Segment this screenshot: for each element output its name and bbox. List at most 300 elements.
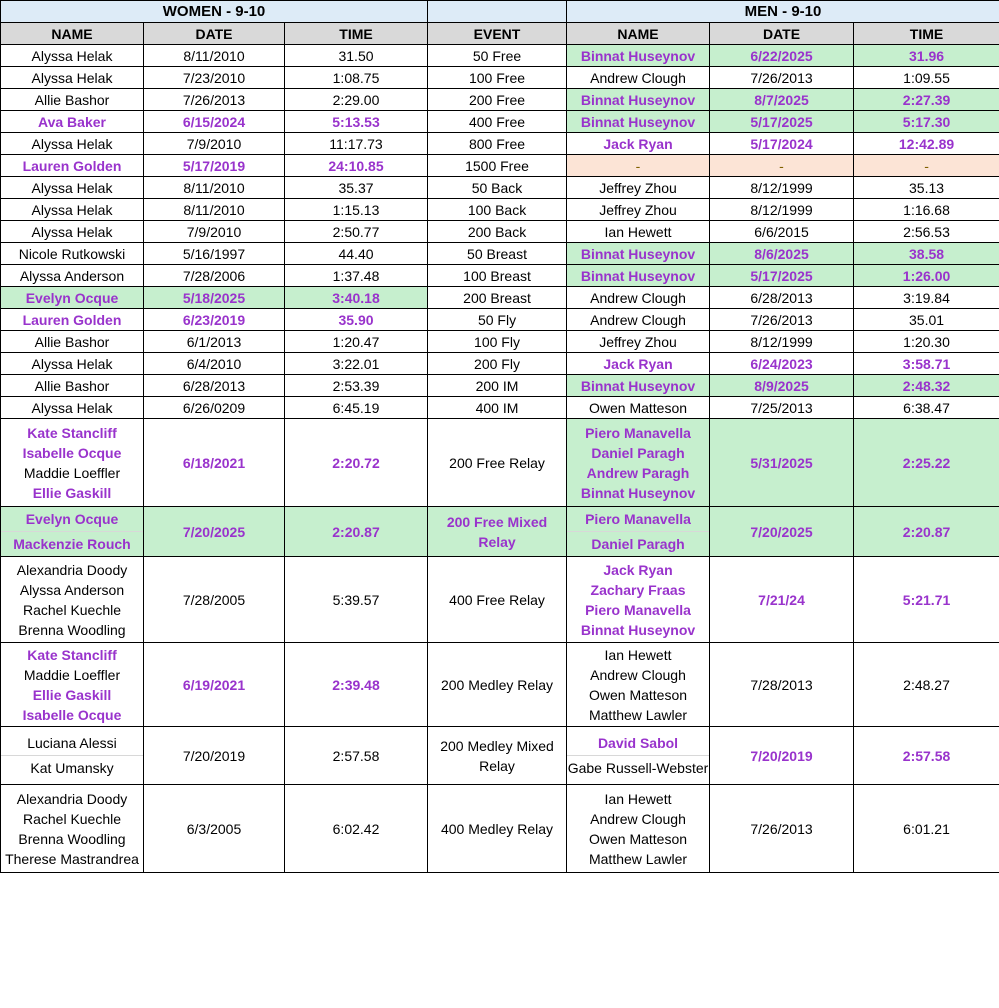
men-swimmer-name: Binnat Huseynov bbox=[580, 484, 696, 501]
men-time-text: 2:57.58 bbox=[902, 747, 951, 764]
men-swimmer-name: Andrew Clough bbox=[590, 810, 686, 827]
men-swimmer-name: Owen Matteson bbox=[588, 686, 688, 703]
event-name-text: 50 Fly bbox=[477, 311, 517, 328]
table-row bbox=[1, 45, 999, 67]
men-swimmer-name: Jack Ryan bbox=[603, 355, 673, 372]
women-swimmer-name: Alyssa Helak bbox=[31, 355, 113, 372]
women-time bbox=[285, 221, 428, 243]
men-time-text: 2:20.87 bbox=[902, 523, 951, 540]
men-date-text: 5/17/2025 bbox=[750, 267, 813, 284]
event-name-text: 100 Fly bbox=[474, 333, 520, 350]
women-date bbox=[144, 111, 285, 133]
women-date-text: 6/3/2005 bbox=[186, 820, 242, 837]
women-time-text: 1:37.48 bbox=[332, 267, 380, 284]
women-swimmer-name: Luciana Alessi bbox=[27, 735, 117, 751]
event-name-text: 400 Medley Relay bbox=[440, 820, 554, 837]
women-date bbox=[144, 785, 285, 873]
women-date-text: 6/18/2021 bbox=[182, 454, 246, 471]
table-row bbox=[1, 375, 999, 397]
women-time-text: 2:29.00 bbox=[332, 91, 380, 108]
women-swimmer-name: Alyssa Helak bbox=[31, 179, 113, 196]
men-time-text: 1:20.30 bbox=[903, 333, 950, 350]
women-date bbox=[144, 331, 285, 353]
men-date bbox=[710, 265, 854, 287]
men-date-text: 7/28/2013 bbox=[750, 676, 813, 693]
women-time bbox=[285, 177, 428, 199]
women-date-text: 6/1/2013 bbox=[186, 333, 242, 350]
women-date-text: 8/11/2010 bbox=[183, 201, 245, 218]
women-time bbox=[285, 45, 428, 67]
men-date-text: 7/25/2013 bbox=[750, 399, 813, 416]
event-name bbox=[428, 177, 567, 199]
men-swimmer-name: Ian Hewett bbox=[604, 646, 672, 663]
event-name-text: 200 Fly bbox=[474, 355, 520, 372]
men-date bbox=[710, 111, 854, 133]
women-time bbox=[285, 287, 428, 309]
men-name-cell bbox=[567, 199, 710, 221]
men-name-cell bbox=[567, 643, 710, 727]
men-time-text: 1:16.68 bbox=[903, 201, 950, 218]
women-swimmer-name: Brenna Woodling bbox=[18, 621, 126, 638]
men-time-text: 3:19.84 bbox=[903, 289, 950, 306]
women-name-cell bbox=[1, 221, 144, 243]
table-row bbox=[1, 309, 999, 331]
women-time-text: 1:08.75 bbox=[332, 69, 380, 86]
event-name-text: 200 Breast bbox=[463, 289, 531, 306]
event-name-text: 200 Back bbox=[467, 223, 527, 240]
men-time bbox=[854, 199, 999, 221]
women-date bbox=[144, 397, 285, 419]
women-name-cell bbox=[1, 265, 144, 287]
men-date bbox=[710, 221, 854, 243]
event-name bbox=[428, 155, 567, 177]
women-time bbox=[285, 331, 428, 353]
women-date bbox=[144, 507, 285, 557]
women-time-text: 2:57.58 bbox=[332, 747, 380, 764]
event-name-text: 50 Free bbox=[472, 47, 522, 64]
women-swimmer-name: Alyssa Anderson bbox=[19, 267, 125, 284]
women-swimmer-name: Alyssa Helak bbox=[31, 223, 113, 240]
event-name-text: 200 Medley Relay bbox=[440, 676, 554, 693]
event-name bbox=[428, 507, 567, 557]
men-date-text: 6/6/2015 bbox=[754, 223, 809, 240]
women-name-cell bbox=[1, 133, 144, 155]
women-date-text: 7/9/2010 bbox=[186, 135, 242, 152]
women-name-cell bbox=[1, 557, 144, 643]
women-date bbox=[144, 45, 285, 67]
men-name-cell bbox=[567, 265, 710, 287]
men-date-text: 7/20/2025 bbox=[750, 523, 813, 540]
men-swimmer-name: Piero Manavella bbox=[585, 511, 691, 527]
women-time bbox=[285, 353, 428, 375]
women-name-cell bbox=[1, 155, 144, 177]
men-swimmer-name: Binnat Huseynov bbox=[580, 621, 696, 638]
women-time bbox=[285, 155, 428, 177]
men-swimmer-name: Andrew Clough bbox=[590, 289, 686, 306]
event-name-text: 50 Breast bbox=[467, 245, 527, 262]
women-time-text: 5:13.53 bbox=[332, 113, 380, 130]
men-name-cell bbox=[567, 419, 710, 507]
women-date-text: 7/26/2013 bbox=[182, 91, 246, 108]
women-date-text: 8/11/2010 bbox=[183, 179, 245, 196]
men-swimmer-name: David Sabol bbox=[597, 735, 679, 751]
women-swimmer-name: Alyssa Anderson bbox=[19, 581, 125, 598]
table-row bbox=[1, 507, 999, 557]
men-date bbox=[710, 727, 854, 785]
women-date-text: 6/23/2019 bbox=[182, 311, 246, 328]
men-time bbox=[854, 397, 999, 419]
women-time-text: 2:53.39 bbox=[332, 377, 380, 394]
men-date-text: 5/17/2024 bbox=[750, 135, 813, 152]
women-time-text: 5:39.57 bbox=[332, 591, 380, 608]
women-name-cell bbox=[1, 287, 144, 309]
event-name-text: 200 Free bbox=[468, 91, 526, 108]
women-time-text: 1:20.47 bbox=[332, 333, 380, 350]
men-name-cell bbox=[567, 243, 710, 265]
men-date bbox=[710, 155, 854, 177]
men-name-cell bbox=[567, 507, 710, 557]
men-name-cell bbox=[567, 331, 710, 353]
header-spacer bbox=[428, 1, 567, 23]
women-swimmer-name: Alyssa Helak bbox=[31, 69, 113, 86]
table-row bbox=[1, 111, 999, 133]
women-date-text: 7/20/2025 bbox=[182, 523, 246, 540]
women-time bbox=[285, 111, 428, 133]
men-swimmer-name: Daniel Paragh bbox=[567, 531, 709, 556]
women-date bbox=[144, 557, 285, 643]
women-swimmer-name: Kate Stancliff bbox=[27, 424, 117, 441]
men-date-text: 8/12/1999 bbox=[750, 333, 813, 350]
event-name bbox=[428, 309, 567, 331]
women-date-text: 5/16/1997 bbox=[182, 245, 246, 262]
table-row bbox=[1, 557, 999, 643]
women-date-text: 7/20/2019 bbox=[182, 747, 246, 764]
women-date bbox=[144, 375, 285, 397]
men-swimmer-name: Daniel Paragh bbox=[591, 444, 685, 461]
men-name-cell bbox=[567, 89, 710, 111]
men-date-text: 8/12/1999 bbox=[750, 179, 813, 196]
men-swimmer-name: Binnat Huseynov bbox=[580, 91, 696, 108]
women-date bbox=[144, 419, 285, 507]
women-date-text: 6/4/2010 bbox=[186, 355, 242, 372]
women-swimmer-name: Rachel Kuechle bbox=[22, 810, 122, 827]
men-time-text: 2:56.53 bbox=[903, 223, 950, 240]
men-swimmer-name: Piero Manavella bbox=[585, 601, 691, 618]
col-men-time: TIME bbox=[854, 23, 999, 45]
event-name-text: 100 Back bbox=[467, 201, 527, 218]
table-row bbox=[1, 89, 999, 111]
women-time-text: 35.90 bbox=[338, 311, 374, 328]
women-time bbox=[285, 199, 428, 221]
men-time bbox=[854, 309, 999, 331]
men-time-text: 2:27.39 bbox=[902, 91, 951, 108]
women-date bbox=[144, 265, 285, 287]
women-swimmer-name: Therese Mastrandrea bbox=[5, 850, 139, 867]
men-date bbox=[710, 89, 854, 111]
men-name-cell bbox=[567, 397, 710, 419]
women-swimmer-name: Ellie Gaskill bbox=[32, 484, 112, 501]
men-time bbox=[854, 265, 999, 287]
women-time bbox=[285, 243, 428, 265]
men-time-text: 12:42.89 bbox=[898, 135, 955, 152]
women-swimmer-name: Maddie Loeffler bbox=[23, 464, 121, 481]
event-name bbox=[428, 243, 567, 265]
event-name bbox=[428, 331, 567, 353]
men-time bbox=[854, 419, 999, 507]
men-swimmer-name: Andrew Paragh bbox=[586, 464, 690, 481]
women-swimmer-name: Ava Baker bbox=[38, 113, 106, 130]
men-date bbox=[710, 287, 854, 309]
table-row bbox=[1, 727, 999, 785]
men-date-text: 6/28/2013 bbox=[750, 289, 813, 306]
women-time-text: 3:22.01 bbox=[332, 355, 380, 372]
men-name-cell bbox=[567, 727, 710, 785]
men-time-text: 5:17.30 bbox=[902, 113, 951, 130]
women-time-text: 6:02.42 bbox=[332, 820, 380, 837]
event-name-text: 800 Free bbox=[468, 135, 526, 152]
men-time-text: 5:21.71 bbox=[902, 591, 951, 608]
women-date-text: 8/11/2010 bbox=[183, 47, 245, 64]
event-name-text: 1500 Free bbox=[465, 157, 529, 174]
women-date-text: 6/26/0209 bbox=[182, 399, 246, 416]
men-time bbox=[854, 177, 999, 199]
men-time bbox=[854, 67, 999, 89]
women-time-text: 24:10.85 bbox=[328, 157, 384, 174]
women-name-cell bbox=[1, 785, 144, 873]
event-name bbox=[428, 397, 567, 419]
men-time bbox=[854, 331, 999, 353]
women-swimmer-name: Alyssa Helak bbox=[31, 201, 113, 218]
men-name-cell bbox=[567, 353, 710, 375]
men-time-text: 35.01 bbox=[909, 311, 945, 328]
men-date-text: 6/24/2023 bbox=[750, 355, 813, 372]
men-swimmer-name: Jeffrey Zhou bbox=[599, 179, 677, 196]
men-time bbox=[854, 727, 999, 785]
men-swimmer-name: Binnat Huseynov bbox=[580, 377, 696, 394]
women-date bbox=[144, 221, 285, 243]
women-name-cell bbox=[1, 353, 144, 375]
women-time-text: 2:20.87 bbox=[332, 523, 380, 540]
table-row bbox=[1, 265, 999, 287]
event-name bbox=[428, 419, 567, 507]
men-time bbox=[854, 287, 999, 309]
women-swimmer-name: Rachel Kuechle bbox=[22, 601, 122, 618]
men-time bbox=[854, 375, 999, 397]
men-date-text: 7/26/2013 bbox=[750, 820, 813, 837]
women-name-cell bbox=[1, 243, 144, 265]
men-name-cell bbox=[567, 309, 710, 331]
men-time bbox=[854, 221, 999, 243]
women-time bbox=[285, 643, 428, 727]
men-time-text: - bbox=[924, 157, 929, 174]
men-date bbox=[710, 643, 854, 727]
men-swimmer-name: Matthew Lawler bbox=[588, 706, 688, 723]
women-name-cell bbox=[1, 727, 144, 785]
event-name bbox=[428, 727, 567, 785]
men-date bbox=[710, 397, 854, 419]
event-name bbox=[428, 45, 567, 67]
men-date bbox=[710, 67, 854, 89]
men-swimmer-name: Zachary Fraas bbox=[590, 581, 686, 598]
event-name bbox=[428, 111, 567, 133]
table-row bbox=[1, 243, 999, 265]
women-time-text: 1:15.13 bbox=[332, 201, 380, 218]
men-name-cell bbox=[567, 67, 710, 89]
event-name bbox=[428, 643, 567, 727]
table-row bbox=[1, 199, 999, 221]
women-swimmer-name: Lauren Golden bbox=[22, 157, 122, 174]
women-time bbox=[285, 89, 428, 111]
women-swimmer-name: Maddie Loeffler bbox=[23, 666, 121, 683]
women-swimmer-name: Lauren Golden bbox=[22, 311, 122, 328]
women-time-text: 35.37 bbox=[338, 179, 374, 196]
event-name bbox=[428, 287, 567, 309]
women-name-cell bbox=[1, 177, 144, 199]
table-row bbox=[1, 643, 999, 727]
event-name-text: 100 Breast bbox=[463, 267, 531, 284]
col-event: EVENT bbox=[428, 23, 567, 45]
men-name-cell bbox=[567, 177, 710, 199]
men-name-cell bbox=[567, 287, 710, 309]
men-date bbox=[710, 199, 854, 221]
women-swimmer-name: Alexandria Doody bbox=[16, 561, 128, 578]
women-time bbox=[285, 727, 428, 785]
men-date-text: 7/20/2019 bbox=[750, 747, 813, 764]
men-date-text: 7/21/24 bbox=[758, 591, 805, 608]
event-name-text: 200 Medley Mixed Relay bbox=[440, 737, 554, 774]
event-name bbox=[428, 265, 567, 287]
men-date bbox=[710, 309, 854, 331]
women-time bbox=[285, 133, 428, 155]
women-name-cell bbox=[1, 419, 144, 507]
men-time-text: 3:58.71 bbox=[902, 355, 951, 372]
table-row bbox=[1, 221, 999, 243]
women-time bbox=[285, 309, 428, 331]
women-swimmer-name: Evelyn Ocque bbox=[25, 511, 119, 527]
men-date bbox=[710, 557, 854, 643]
women-time-text: 2:20.72 bbox=[332, 454, 380, 471]
men-date bbox=[710, 331, 854, 353]
event-name bbox=[428, 199, 567, 221]
men-swimmer-name: Binnat Huseynov bbox=[580, 245, 696, 262]
men-date bbox=[710, 45, 854, 67]
men-date bbox=[710, 507, 854, 557]
women-date bbox=[144, 199, 285, 221]
women-date bbox=[144, 89, 285, 111]
women-time bbox=[285, 375, 428, 397]
women-name-cell bbox=[1, 375, 144, 397]
men-swimmer-name: Jeffrey Zhou bbox=[599, 333, 677, 350]
women-date-text: 5/18/2025 bbox=[182, 289, 246, 306]
women-swimmer-name: Isabelle Ocque bbox=[22, 444, 122, 461]
women-name-cell bbox=[1, 643, 144, 727]
men-date-text: 8/12/1999 bbox=[750, 201, 813, 218]
men-time bbox=[854, 643, 999, 727]
women-date bbox=[144, 287, 285, 309]
women-name-cell bbox=[1, 199, 144, 221]
women-date bbox=[144, 727, 285, 785]
men-time-text: 31.96 bbox=[909, 47, 945, 64]
women-time bbox=[285, 785, 428, 873]
men-swimmer-name: Ian Hewett bbox=[604, 223, 672, 240]
women-header: WOMEN - 9-10 bbox=[1, 1, 428, 23]
women-name-cell bbox=[1, 507, 144, 557]
men-time-text: 2:48.32 bbox=[902, 377, 951, 394]
men-name-cell bbox=[567, 111, 710, 133]
table-row bbox=[1, 419, 999, 507]
women-date-text: 6/15/2024 bbox=[182, 113, 246, 130]
event-name bbox=[428, 785, 567, 873]
women-time bbox=[285, 507, 428, 557]
col-men-name: NAME bbox=[567, 23, 710, 45]
men-name-cell bbox=[567, 375, 710, 397]
women-time-text: 6:45.19 bbox=[332, 399, 380, 416]
women-date bbox=[144, 177, 285, 199]
col-men-date: DATE bbox=[710, 23, 854, 45]
men-date-text: - bbox=[779, 157, 784, 174]
women-date bbox=[144, 67, 285, 89]
men-time-text: 6:01.21 bbox=[903, 820, 950, 837]
event-name bbox=[428, 557, 567, 643]
men-name-cell bbox=[567, 785, 710, 873]
men-time bbox=[854, 507, 999, 557]
women-date bbox=[144, 353, 285, 375]
women-time-text: 3:40.18 bbox=[332, 289, 380, 306]
women-name-cell bbox=[1, 331, 144, 353]
men-swimmer-name: Matthew Lawler bbox=[588, 850, 688, 867]
men-date bbox=[710, 133, 854, 155]
men-name-cell bbox=[567, 155, 710, 177]
event-name-text: 400 Free Relay bbox=[449, 591, 545, 608]
men-date bbox=[710, 243, 854, 265]
women-swimmer-name: Alyssa Helak bbox=[31, 47, 113, 64]
men-date bbox=[710, 419, 854, 507]
women-date-text: 7/28/2006 bbox=[182, 267, 246, 284]
men-time bbox=[854, 111, 999, 133]
women-date-text: 7/23/2010 bbox=[182, 69, 246, 86]
men-date-text: 5/17/2025 bbox=[750, 113, 813, 130]
men-date bbox=[710, 177, 854, 199]
women-swimmer-name: Allie Bashor bbox=[34, 91, 110, 108]
col-women-date: DATE bbox=[144, 23, 285, 45]
men-name-cell bbox=[567, 45, 710, 67]
event-name bbox=[428, 67, 567, 89]
men-swimmer-name: Binnat Huseynov bbox=[580, 47, 696, 64]
women-swimmer-name: Brenna Woodling bbox=[18, 830, 126, 847]
women-name-cell bbox=[1, 111, 144, 133]
women-swimmer-name: Alexandria Doody bbox=[16, 790, 128, 807]
men-time-text: 1:09.55 bbox=[903, 69, 950, 86]
women-date bbox=[144, 643, 285, 727]
men-swimmer-name: Jack Ryan bbox=[603, 561, 673, 578]
event-name bbox=[428, 353, 567, 375]
men-date bbox=[710, 375, 854, 397]
women-swimmer-name: Isabelle Ocque bbox=[22, 706, 122, 723]
women-date bbox=[144, 155, 285, 177]
women-time bbox=[285, 67, 428, 89]
women-time-text: 44.40 bbox=[338, 245, 374, 262]
women-swimmer-name: Alyssa Helak bbox=[31, 135, 113, 152]
women-swimmer-name: Mackenzie Rouch bbox=[1, 531, 143, 556]
women-swimmer-name: Alyssa Helak bbox=[31, 399, 113, 416]
men-swimmer-name: Andrew Clough bbox=[590, 69, 686, 86]
women-date-text: 6/28/2013 bbox=[182, 377, 246, 394]
table-row bbox=[1, 177, 999, 199]
men-time bbox=[854, 45, 999, 67]
women-name-cell bbox=[1, 45, 144, 67]
men-time bbox=[854, 353, 999, 375]
men-swimmer-name: Piero Manavella bbox=[585, 424, 691, 441]
